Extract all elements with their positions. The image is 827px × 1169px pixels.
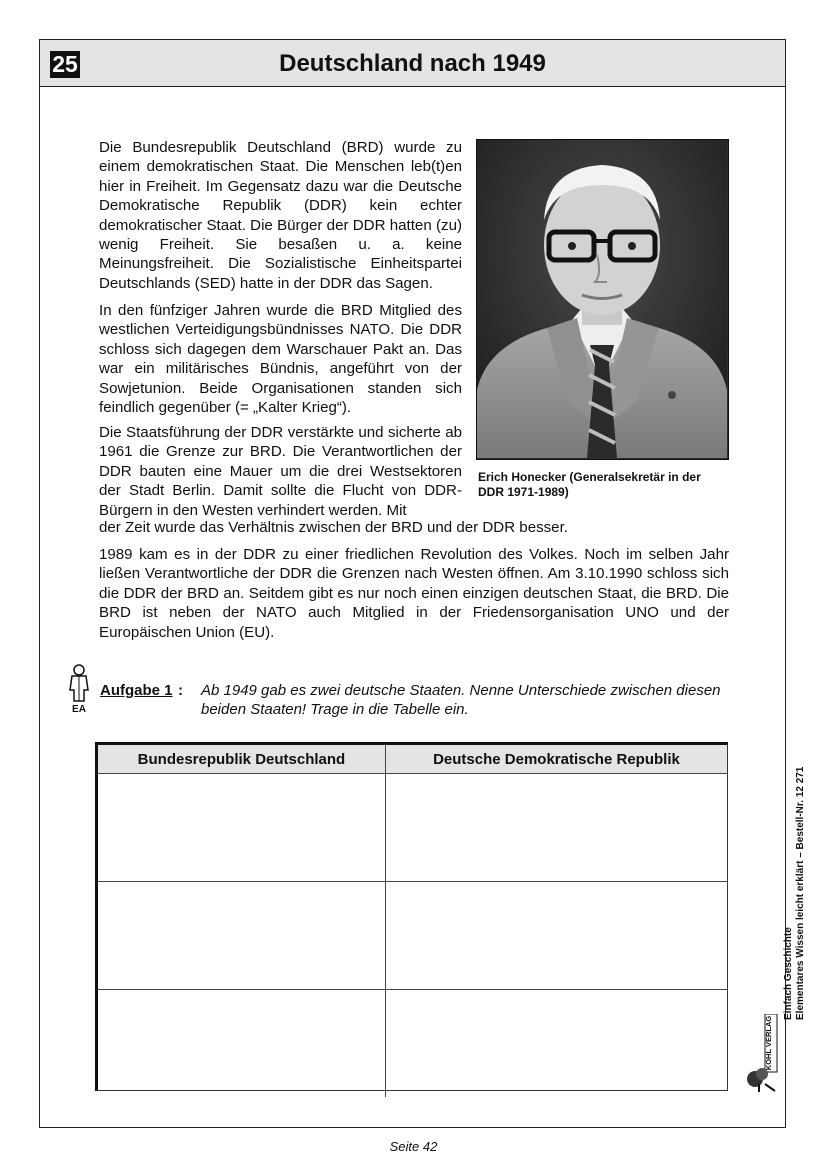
- table-row: [98, 882, 727, 990]
- task-colon: :: [178, 682, 183, 699]
- column-header-brd: Bundesrepublik Deutschland: [98, 745, 385, 774]
- answer-cell-brd[interactable]: [98, 882, 385, 990]
- portrait-illustration: [477, 140, 727, 458]
- single-person-icon: [68, 664, 90, 702]
- answer-cell-ddr[interactable]: [385, 774, 727, 882]
- work-mode-label: EA: [72, 704, 86, 715]
- task-label: Aufgabe 1: [100, 682, 173, 699]
- paragraph-revolution: 1989 kam es in der DDR zu einer friedlichen Revolution des Volkes. Noch im selben Jahr ließen Verantwortliche der DDR die Grenzen nach Westen öffnen. Am 3.10.1990 schloss sich die DDR der BRD an. Seitdem gibt es nur noch einen einzigen deutschen Staat, die BRD. Die BRD ist neben der NATO auch Mitglied in der Friedensorganisation UNO und der Europäischen Union (EU).: [99, 546, 729, 641]
- answer-table: [95, 742, 728, 1091]
- side-imprint: [783, 767, 807, 1020]
- table-row: [98, 774, 727, 882]
- task-instruction: Ab 1949 gab es zwei deutsche Staaten. Nenne Unterschiede zwischen diesen beiden Staaten! Trage in die Tabelle ein.: [201, 682, 721, 718]
- answer-cell-brd[interactable]: [98, 774, 385, 882]
- answer-cell-ddr[interactable]: [385, 990, 727, 1098]
- paragraph-mauer: Die Staatsführung der DDR verstärkte und sicherte ab 1961 die Grenze zur BRD. Die Verantwortlichen der DDR bauten eine Mauer um die drei Westsektoren der Stadt Berlin. Damit sollte die Flucht von DDR-Bürgern in den Westen verhindert werden. Mit: [99, 424, 462, 519]
- side-imprint-title: Elementares Wissen leicht erklärt – Bestell-Nr. 12 271: [795, 766, 806, 1020]
- worksheet-number: 25: [50, 51, 80, 78]
- publisher-name: KOHL VERLAG: [764, 1015, 773, 1071]
- side-imprint-series: Einfach Geschichte: [783, 927, 794, 1020]
- publisher-logo-icon: [745, 1014, 779, 1092]
- column-header-ddr: Deutsche Demokratische Republik: [385, 745, 727, 774]
- worksheet-title: Deutschland nach 1949: [279, 50, 546, 77]
- worksheet-header: [40, 40, 785, 87]
- page-number: Seite 42: [389, 1139, 438, 1154]
- answer-cell-ddr[interactable]: [385, 882, 727, 990]
- paragraph-mauer-continued: der Zeit wurde das Verhältnis zwischen der BRD und der DDR besser.: [99, 519, 568, 536]
- paragraph-brd-ddr: Die Bundesrepublik Deutschland (BRD) wurde zu einem demokratischen Staat. Die Menschen leb(t)en hier in Freiheit. Im Gegensatz dazu war die Deutsche Demokratische Republik (DDR) kein echter demokratischer Staat. Die Bürger der DDR hatten (zu) wenig Freiheit. Sie besaßen u. a. keine Meinungsfreiheit. Die Sozialistische Einheitspartei Deutschlands (SED) hatte in der DDR das Sagen.: [99, 139, 462, 292]
- answer-cell-brd[interactable]: [98, 990, 385, 1098]
- photo-caption: Erich Honecker (Generalsekretär in der DDR 1971-1989): [478, 470, 701, 499]
- portrait-photo: [476, 139, 729, 460]
- table-row: [98, 990, 727, 1098]
- paragraph-nato: In den fünfziger Jahren wurde die BRD Mitglied des westlichen Verteidigungsbündnisses NATO. Die DDR schloss sich dagegen dem Warschauer Pakt an. Das war ein militärisches Bündnis, angeführt von der Sowjetunion. Beide Organisationen standen sich feindlich gegenüber (= „Kalter Krieg“).: [99, 302, 462, 417]
